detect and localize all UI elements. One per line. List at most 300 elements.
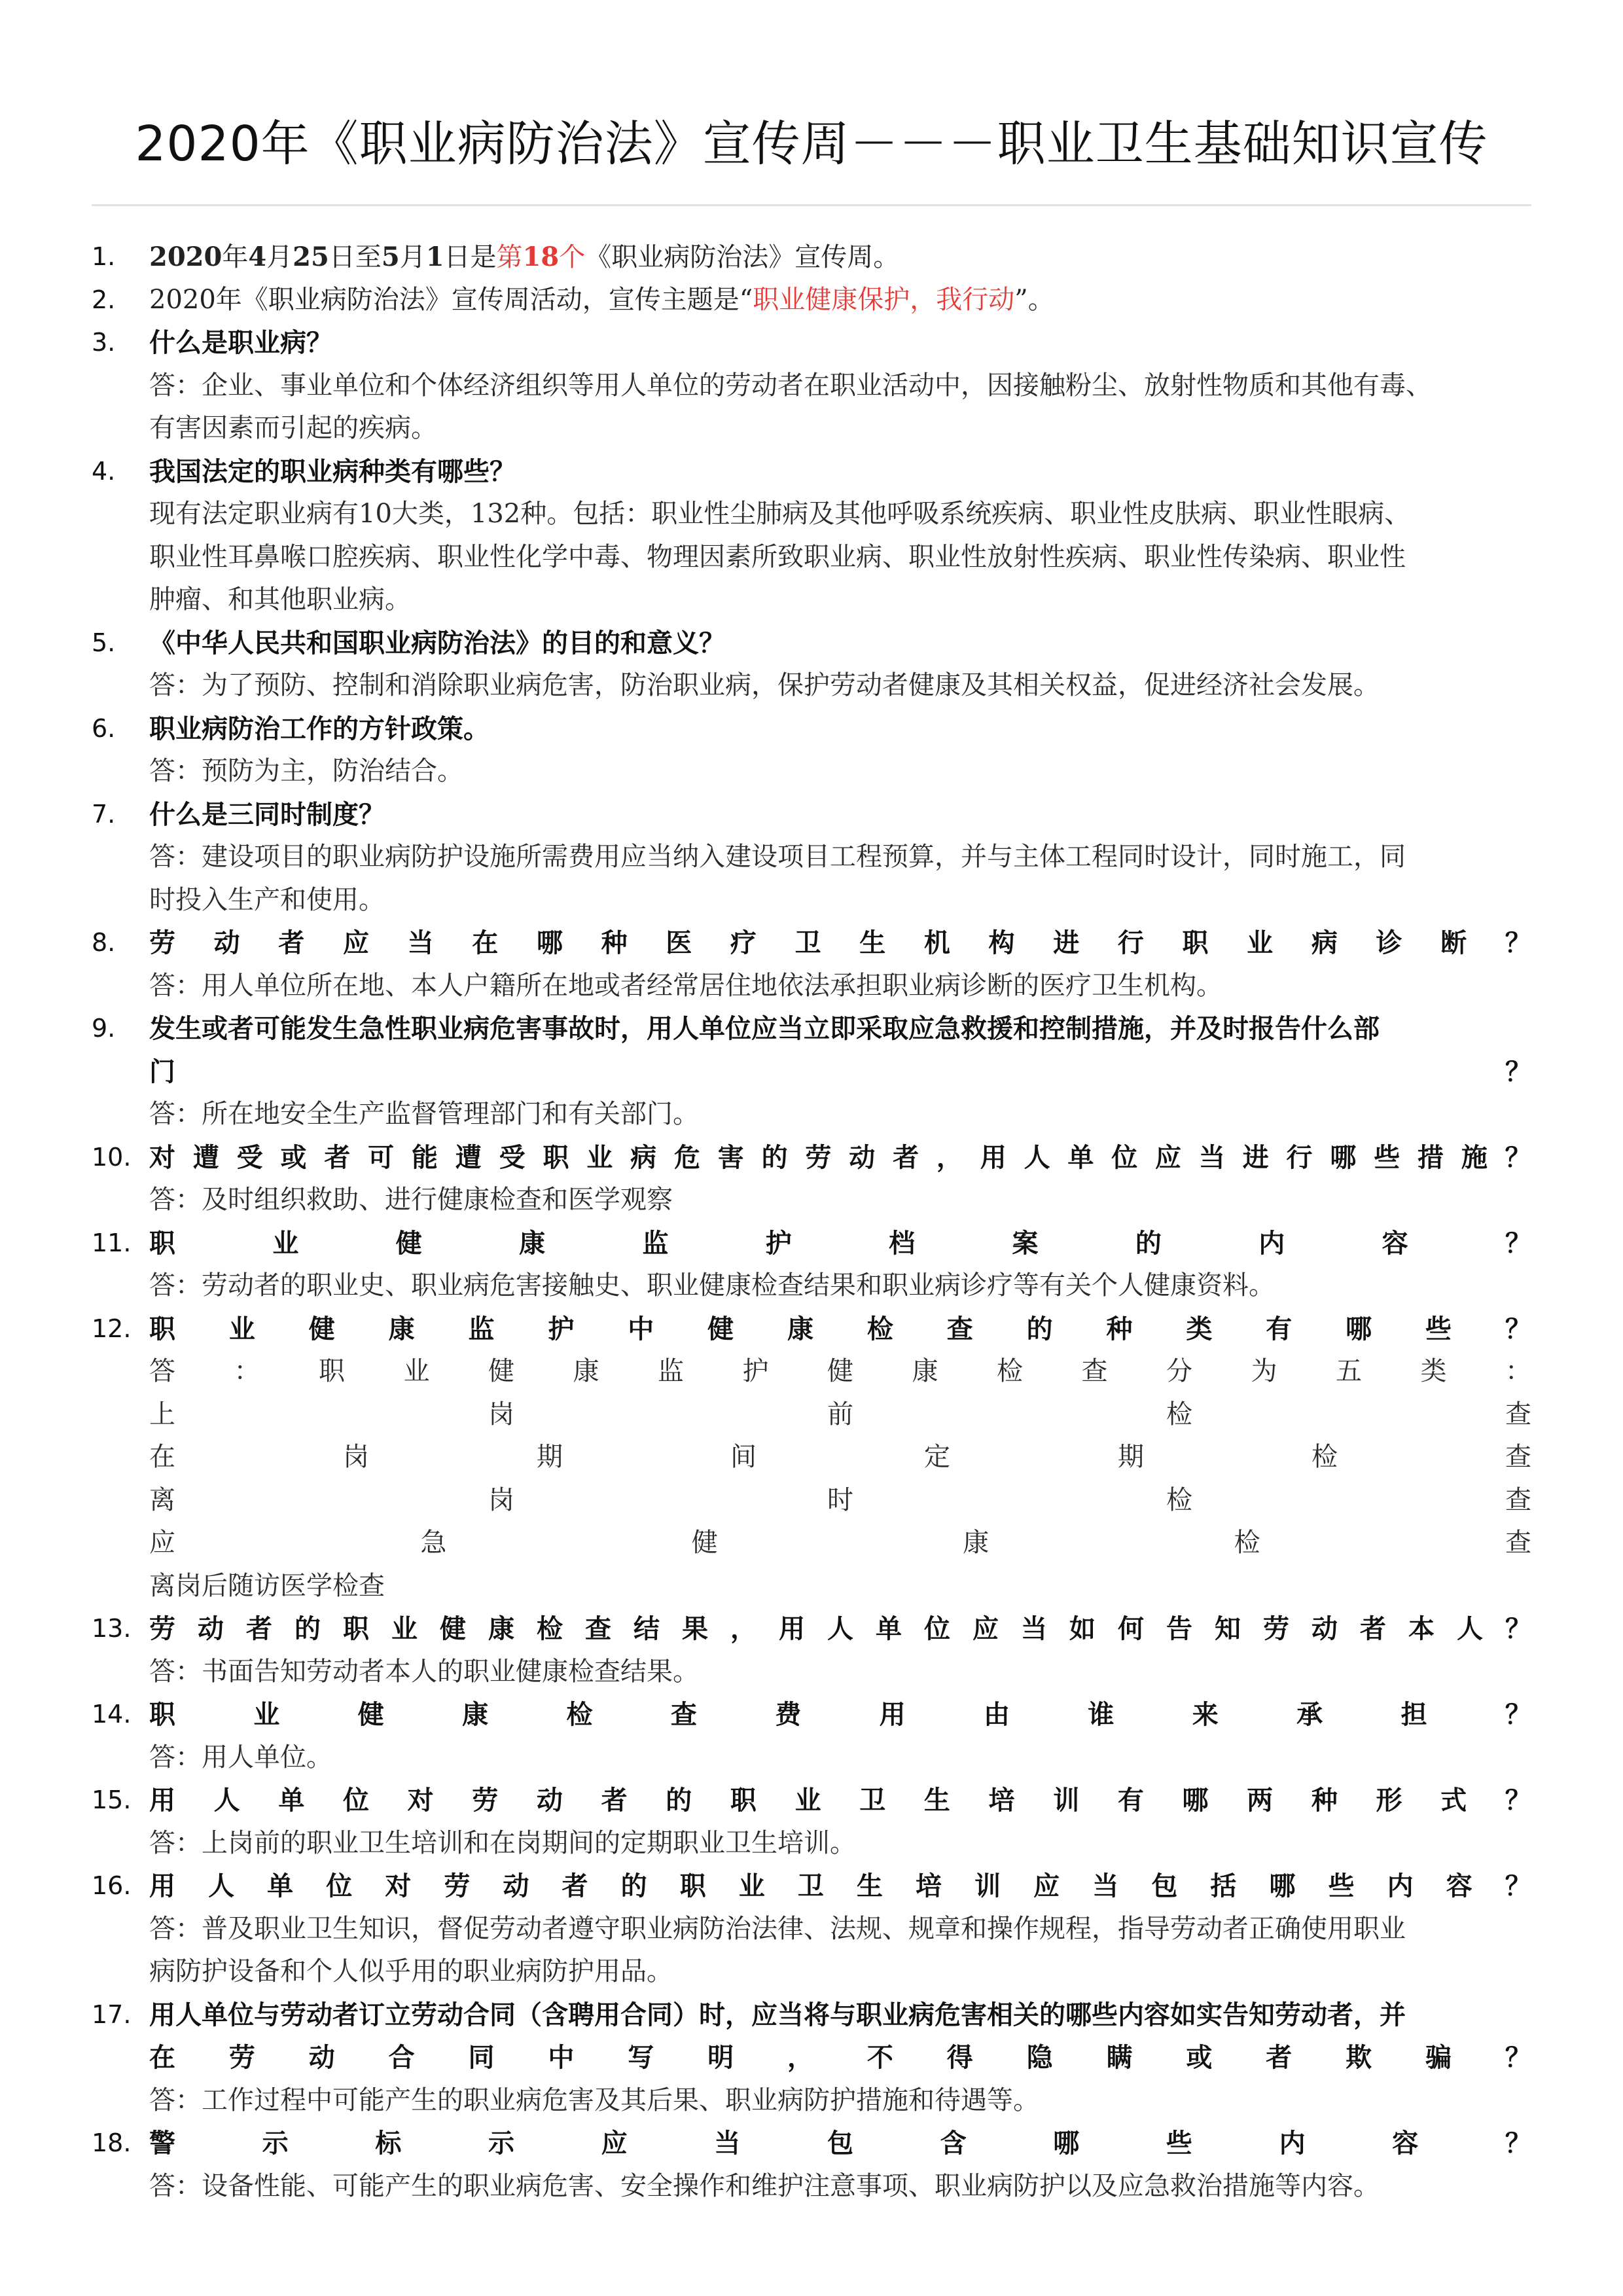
item-number: 12.: [92, 1314, 132, 1343]
glyph: 的: [294, 1613, 321, 1644]
glyph: 遭: [455, 1141, 482, 1173]
glyph: 式: [1440, 1785, 1467, 1816]
glyph: 检: [866, 1313, 893, 1344]
glyph: 包: [827, 2128, 853, 2159]
glyph: 遭: [192, 1141, 219, 1173]
glyph: 内: [1258, 1227, 1285, 1259]
glyph: 欺: [1346, 2042, 1372, 2073]
glyph: 种: [1311, 1785, 1338, 1816]
glyph: 果: [682, 1613, 708, 1644]
glyph: 前: [827, 1399, 853, 1429]
glyph: 对: [149, 1141, 175, 1173]
item-number: 17.: [92, 2000, 132, 2029]
glyph: 职: [149, 1227, 175, 1259]
question-text: 什么是三同时制度？: [149, 798, 385, 830]
glyph: 检: [1166, 1399, 1192, 1429]
answer-text: 答：劳动者的职业史、职业病危害接触史、职业健康检查结果和职业病诊疗等有关个人健康资料。: [149, 1270, 1275, 1300]
question-text: [149, 1779, 1531, 1822]
glyph: ：: [1505, 1356, 1531, 1386]
glyph: 类: [1186, 1313, 1213, 1344]
answer-text: [149, 1522, 1531, 1565]
glyph: ？: [1505, 1313, 1531, 1344]
glyph: 有: [1117, 1785, 1144, 1816]
glyph: 担: [1400, 1699, 1427, 1730]
glyph: 应: [972, 1613, 999, 1644]
glyph: 岗: [488, 1484, 514, 1515]
glyph: 类: [1420, 1356, 1447, 1386]
glyph: 应: [1155, 1141, 1182, 1173]
item-number: 2.: [92, 285, 116, 314]
glyph: 谁: [1088, 1699, 1115, 1730]
glyph: 动: [198, 1613, 224, 1644]
glyph: 劳: [1263, 1613, 1289, 1644]
glyph: 健: [308, 1313, 335, 1344]
question-text: [149, 1693, 1531, 1736]
glyph: 疗: [730, 927, 757, 958]
glyph: 容: [1382, 1227, 1408, 1259]
item-number: 18.: [92, 2128, 132, 2157]
glyph: ？: [1505, 1613, 1531, 1644]
glyph: 措: [1418, 1141, 1444, 1173]
glyph: 写: [628, 2042, 654, 2073]
glyph: 者: [278, 927, 305, 958]
answer-text: [149, 1479, 1531, 1522]
glyph: 能: [411, 1141, 438, 1173]
list-item: [92, 1693, 1531, 1779]
glyph: 健: [488, 1356, 514, 1386]
glyph: 对: [385, 1871, 412, 1901]
glyph: 单: [1067, 1141, 1094, 1173]
item-number: 8.: [92, 928, 116, 957]
glyph: 用: [149, 1785, 175, 1816]
glyph: 人: [1024, 1141, 1050, 1173]
answer-text: 职业性耳鼻喉口腔疾病、职业性化学中毒、物理因素所致职业病、职业性放射性疾病、职业性传染病、职业性: [149, 541, 1406, 572]
answer-text: 答：设备性能、可能产生的职业病危害、安全操作和维护注意事项、职业病防护以及应急救治措施等内容。: [149, 2170, 1380, 2201]
glyph: 中: [548, 2042, 575, 2073]
question-text: [149, 922, 1531, 965]
glyph: 哪: [1182, 1785, 1209, 1816]
glyph: 者: [562, 1871, 588, 1901]
glyph: 施: [1461, 1141, 1488, 1173]
glyph: 对: [407, 1785, 434, 1816]
list-item: [92, 1308, 1531, 1608]
glyph: 含: [940, 2128, 967, 2159]
glyph: ，: [787, 2042, 813, 2073]
answer-text: 答：用人单位。: [149, 1742, 332, 1772]
glyph: 哪: [536, 927, 563, 958]
glyph: 当: [1092, 1871, 1119, 1901]
glyph: 示: [488, 2128, 514, 2159]
answer-text: 答：为了预防、控制和消除职业病危害，防治职业病，保护劳动者健康及其相关权益，促进经济社会发展。: [149, 670, 1380, 700]
glyph: 明: [707, 2042, 734, 2073]
answer-text: 答：及时组织救助、进行健康检查和医学观察: [149, 1185, 673, 1215]
glyph: 病: [630, 1141, 657, 1173]
answer-text: 时投入生产和使用。: [149, 884, 385, 915]
question-text: 职业病防治工作的方针政策。: [149, 713, 490, 744]
highlight-text: 职业健康保护，我行动: [753, 284, 1015, 315]
glyph: 康: [963, 1528, 990, 1558]
glyph: 健: [691, 1528, 718, 1558]
question-text: [149, 1222, 1531, 1265]
glyph: 当: [714, 2128, 741, 2159]
glyph: 或: [1186, 2042, 1213, 2073]
answer-text: 答：预防为主，防治结合。: [149, 756, 463, 786]
glyph: 进: [1242, 1141, 1269, 1173]
glyph: 可: [368, 1141, 395, 1173]
glyph: 健: [440, 1613, 466, 1644]
glyph: 健: [395, 1227, 422, 1259]
glyph: 护: [765, 1227, 792, 1259]
glyph: 同: [468, 2042, 495, 2073]
glyph: 案: [1012, 1227, 1039, 1259]
glyph: 内: [1387, 1871, 1414, 1901]
glyph: 医: [666, 927, 692, 958]
glyph: 示: [262, 2128, 289, 2159]
glyph: 骗: [1425, 2042, 1452, 2073]
glyph: 容: [1392, 2128, 1419, 2159]
glyph: 生: [859, 927, 886, 958]
question-text: [149, 2036, 1531, 2079]
answer-text: 病防护设备和个人似乎用的职业病防护用品。: [149, 1956, 673, 1986]
glyph: 动: [536, 1785, 563, 1816]
glyph: 当: [1198, 1141, 1225, 1173]
glyph: 期: [537, 1442, 563, 1472]
glyph: ？: [1505, 927, 1531, 958]
glyph: 康: [573, 1356, 599, 1386]
glyph: 的: [620, 1871, 647, 1901]
glyph: 应: [149, 1528, 175, 1558]
glyph: 内: [1279, 2128, 1306, 2159]
glyph: 生: [856, 1871, 883, 1901]
glyph: 结: [633, 1613, 660, 1644]
glyph: 业: [253, 1699, 280, 1730]
glyph: 上: [149, 1399, 175, 1429]
glyph: 哪: [1269, 1871, 1296, 1901]
answer-text: 答：建设项目的职业病防护设施所需费用应当纳入建设项目工程预算，并与主体工程同时设计，同时施工，同: [149, 842, 1406, 872]
glyph: 哪: [1330, 1141, 1357, 1173]
answer-text: 答：书面告知劳动者本人的职业健康检查结果。: [149, 1656, 699, 1687]
glyph: 分: [1166, 1356, 1192, 1386]
qa-list: [92, 236, 1531, 2208]
list-item: [92, 622, 1531, 708]
glyph: 人: [213, 1785, 240, 1816]
glyph: 检: [997, 1356, 1023, 1386]
glyph: 业: [738, 1871, 765, 1901]
glyph: 岗: [488, 1399, 514, 1429]
glyph: ？: [1505, 1056, 1531, 1087]
glyph: ，: [936, 1141, 963, 1173]
glyph: 括: [1210, 1871, 1237, 1901]
glyph: 合: [388, 2042, 415, 2073]
glyph: 由: [984, 1699, 1010, 1730]
glyph: 业: [403, 1356, 430, 1386]
glyph: 位: [326, 1871, 353, 1901]
glyph: 康: [488, 1613, 514, 1644]
glyph: ？: [1505, 2042, 1531, 2073]
glyph: 为: [1251, 1356, 1277, 1386]
glyph: 受: [236, 1141, 263, 1173]
glyph: 单: [267, 1871, 294, 1901]
glyph: 动: [503, 1871, 529, 1901]
glyph: 职: [730, 1785, 757, 1816]
glyph: 业: [1247, 927, 1274, 958]
glyph: 劳: [149, 1613, 175, 1644]
question-text: [149, 2122, 1531, 2165]
question-text: [149, 1050, 1531, 1094]
glyph: 检: [1311, 1442, 1338, 1472]
list-item: [92, 1994, 1531, 2123]
glyph: 时: [827, 1484, 853, 1515]
glyph: 应: [1033, 1871, 1060, 1901]
glyph: 些: [1328, 1871, 1355, 1901]
glyph: 护: [742, 1356, 769, 1386]
glyph: 检: [1234, 1528, 1260, 1558]
glyph: 在: [149, 2042, 175, 2073]
glyph: 查: [1081, 1356, 1108, 1386]
question-text: 我国法定的职业病种类有哪些？: [149, 456, 516, 487]
glyph: 卫: [794, 927, 821, 958]
question-text: 《中华人民共和国职业病防治法》的目的和意义？: [149, 627, 725, 658]
glyph: 职: [149, 1313, 175, 1344]
glyph: 位: [342, 1785, 369, 1816]
glyph: 查: [946, 1313, 973, 1344]
glyph: 检: [1166, 1484, 1192, 1515]
glyph: 查: [670, 1699, 697, 1730]
glyph: 行: [1117, 927, 1144, 958]
glyph: 的: [666, 1785, 692, 1816]
glyph: 病: [1311, 927, 1338, 958]
glyph: ？: [1505, 2128, 1531, 2159]
glyph: 查: [1505, 1442, 1531, 1472]
glyph: 健: [707, 1313, 734, 1344]
glyph: 岗: [343, 1442, 369, 1472]
glyph: 培: [916, 1871, 942, 1901]
glyph: 检: [566, 1699, 593, 1730]
glyph: 何: [1118, 1613, 1144, 1644]
glyph: 查: [585, 1613, 611, 1644]
glyph: 当: [407, 927, 434, 958]
glyph: 在: [149, 1442, 175, 1472]
glyph: 康: [462, 1699, 489, 1730]
glyph: 训: [974, 1871, 1001, 1901]
list-item: [92, 1607, 1531, 1693]
glyph: 职: [543, 1141, 569, 1173]
answer-text: 现有法定职业病有10大类，132种。包括：职业性尘肺病及其他呼吸系统疾病、职业性皮肤病、职业性眼病、: [149, 499, 1411, 529]
glyph: 动: [849, 1141, 876, 1173]
list-item: [92, 1779, 1531, 1865]
glyph: 档: [889, 1227, 916, 1259]
glyph: ？: [1505, 1785, 1531, 1816]
list-item: [92, 793, 1531, 922]
list-item: [92, 450, 1531, 622]
glyph: 护: [548, 1313, 575, 1344]
glyph: 告: [1166, 1613, 1192, 1644]
glyph: 些: [1166, 2128, 1192, 2159]
list-item: [92, 1007, 1531, 1136]
glyph: 两: [1247, 1785, 1274, 1816]
glyph: 康: [787, 1313, 813, 1344]
glyph: 职: [1182, 927, 1209, 958]
glyph: 断: [1440, 927, 1467, 958]
list-item: [92, 279, 1531, 322]
glyph: 动: [213, 927, 240, 958]
answer-text: [149, 1393, 1531, 1437]
glyph: ？: [1505, 1871, 1531, 1901]
glyph: 形: [1376, 1785, 1402, 1816]
glyph: 行: [1286, 1141, 1313, 1173]
glyph: 职: [343, 1613, 369, 1644]
glyph: 受: [499, 1141, 526, 1173]
glyph: 用: [879, 1699, 906, 1730]
glyph: 卫: [859, 1785, 886, 1816]
glyph: 用: [980, 1141, 1007, 1173]
glyph: 单: [278, 1785, 305, 1816]
glyph: 者: [1360, 1613, 1386, 1644]
list-item: [92, 708, 1531, 793]
glyph: 的: [1026, 1313, 1053, 1344]
item-text: 2020年《职业病防治法》宣传周活动，宣传主题是“职业健康保护，我行动”。: [149, 284, 1054, 315]
glyph: 劳: [805, 1141, 832, 1173]
glyph: 用: [779, 1613, 805, 1644]
glyph: 的: [761, 1141, 788, 1173]
list-item: [92, 321, 1531, 450]
glyph: 劳: [472, 1785, 499, 1816]
item-number: 13.: [92, 1614, 132, 1643]
glyph: ？: [1505, 1227, 1531, 1259]
glyph: 急: [420, 1528, 447, 1558]
list-item: [92, 2122, 1531, 2208]
glyph: 业: [272, 1227, 299, 1259]
glyph: 种: [601, 927, 628, 958]
glyph: 答: [149, 1356, 175, 1386]
answer-text: [149, 1350, 1531, 1393]
glyph: 业: [794, 1785, 821, 1816]
glyph: 健: [827, 1356, 853, 1386]
glyph: ，: [730, 1613, 757, 1644]
glyph: 定: [924, 1442, 950, 1472]
glyph: 机: [923, 927, 950, 958]
item-number: 7.: [92, 799, 116, 829]
item-number: 10.: [92, 1142, 132, 1172]
answer-text: [149, 1436, 1531, 1479]
question-text: [149, 1865, 1531, 1908]
list-item: [92, 922, 1531, 1007]
glyph: 康: [912, 1356, 938, 1386]
glyph: 康: [519, 1227, 546, 1259]
glyph: 包: [1151, 1871, 1178, 1901]
list-item: [92, 236, 1531, 279]
question-text: 什么是职业病？: [149, 327, 332, 358]
highlight-text: 个: [559, 242, 586, 272]
answer-text: 答：企业、事业单位和个体经济组织等用人单位的劳动者在职业活动中，因接触粉尘、放射性物质和其他有毒、: [149, 370, 1432, 401]
answer-text: 答：工作过程中可能产生的职业病危害及其后果、职业病防护措施和待遇等。: [149, 2085, 1039, 2115]
item-number: 1.: [92, 242, 116, 271]
glyph: 位: [924, 1613, 950, 1644]
glyph: 职: [679, 1871, 706, 1901]
glyph: 培: [988, 1785, 1015, 1816]
glyph: 人: [208, 1871, 235, 1901]
glyph: 监: [468, 1313, 495, 1344]
item-number: 5.: [92, 628, 116, 657]
glyph: 害: [717, 1141, 744, 1173]
question-text: [149, 1607, 1531, 1651]
glyph: 的: [1135, 1227, 1162, 1259]
glyph: 进: [1053, 927, 1080, 958]
page-title: 2020年《职业病防治法》宣传周－－－职业卫生基础知识宣传: [135, 116, 1488, 172]
glyph: 劳: [228, 2042, 255, 2073]
item-number: 3.: [92, 328, 116, 357]
answer-text: 答：上岗前的职业卫生培训和在岗期间的定期职业卫生培训。: [149, 1827, 856, 1858]
answer-text: 有害因素而引起的疾病。: [149, 413, 437, 443]
glyph: 瞒: [1106, 2042, 1133, 2073]
glyph: 或: [280, 1141, 307, 1173]
answer-text: 离岗后随访医学检查: [149, 1570, 385, 1601]
glyph: 动: [1311, 1613, 1338, 1644]
glyph: 警: [149, 2128, 175, 2159]
answer-text: 答：所在地安全生产监督管理部门和有关部门。: [149, 1099, 699, 1129]
glyph: 五: [1336, 1356, 1362, 1386]
answer-text: 答：普及职业卫生知识，督促劳动者遵守职业病防治法律、法规、规章和操作规程，指导劳动者正确使用职业: [149, 1913, 1406, 1944]
answer-text: 答：用人单位所在地、本人户籍所在地或者经常居住地依法承担职业病诊断的医疗卫生机构。: [149, 970, 1222, 1001]
glyph: 卫: [797, 1871, 824, 1901]
glyph: 健: [357, 1699, 384, 1730]
glyph: 诊: [1376, 927, 1402, 958]
glyph: 容: [1446, 1871, 1472, 1901]
glyph: 知: [1215, 1613, 1241, 1644]
glyph: 危: [673, 1141, 700, 1173]
item-number: 4.: [92, 456, 116, 486]
question-text: [149, 1308, 1531, 1351]
glyph: 门: [149, 1056, 175, 1087]
item-number: 6.: [92, 713, 116, 743]
glyph: 劳: [444, 1871, 471, 1901]
glyph: 些: [1374, 1141, 1400, 1173]
question-text: 发生或者可能发生急性职业病危害事故时，用人单位应当立即采取应急救援和控制措施，并及时报告什么部: [149, 1013, 1380, 1044]
item-number: 16.: [92, 1871, 132, 1900]
title-divider: [92, 204, 1531, 206]
glyph: 间: [730, 1442, 757, 1472]
glyph: 人: [1457, 1613, 1483, 1644]
glyph: 生: [923, 1785, 950, 1816]
glyph: 本: [1408, 1613, 1435, 1644]
glyph: 人: [827, 1613, 853, 1644]
glyph: 者: [1266, 2042, 1293, 2073]
glyph: 承: [1296, 1699, 1323, 1730]
list-item: [92, 1136, 1531, 1222]
glyph: 业: [586, 1141, 613, 1173]
glyph: 如: [1069, 1613, 1096, 1644]
glyph: 当: [1021, 1613, 1047, 1644]
glyph: 构: [988, 927, 1015, 958]
glyph: 查: [1505, 1399, 1531, 1429]
highlight-text: 第: [496, 242, 523, 272]
glyph: 业: [391, 1613, 418, 1644]
glyph: 位: [1111, 1141, 1138, 1173]
glyph: 查: [1505, 1528, 1531, 1558]
question-text: [149, 1136, 1531, 1179]
glyph: 监: [642, 1227, 669, 1259]
glyph: 费: [775, 1699, 802, 1730]
answer-text: 肿瘤、和其他职业病。: [149, 584, 411, 615]
glyph: 者: [601, 1785, 628, 1816]
highlight-text: 18: [522, 242, 560, 272]
glyph: 单: [876, 1613, 902, 1644]
glyph: 者: [324, 1141, 351, 1173]
item-number: 9.: [92, 1014, 116, 1043]
glyph: ：: [234, 1356, 260, 1386]
glyph: 中: [628, 1313, 654, 1344]
glyph: 者: [246, 1613, 272, 1644]
